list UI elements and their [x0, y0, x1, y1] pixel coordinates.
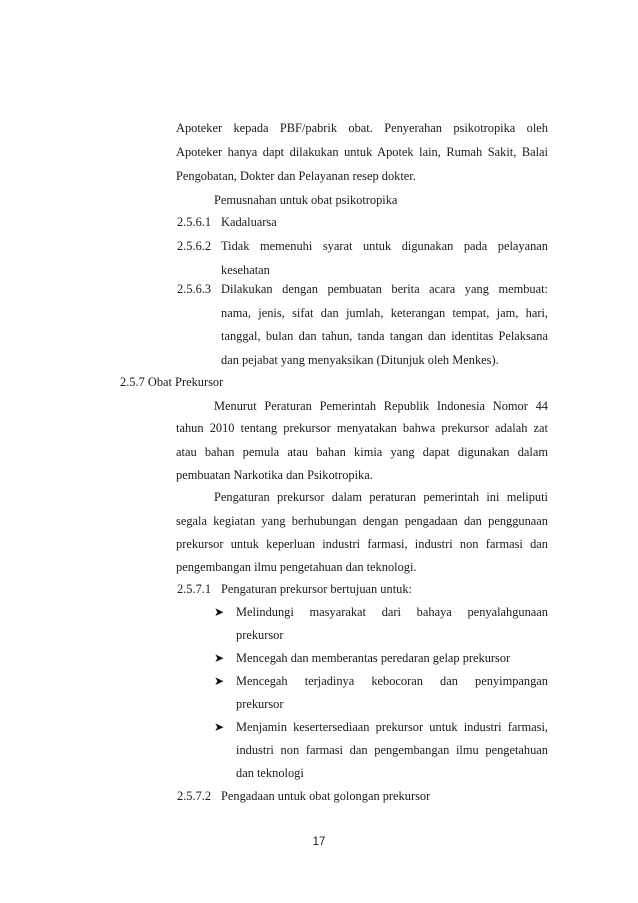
- section-heading: 2.5.7 Obat Prekursor: [120, 375, 224, 389]
- text-line: Pengaturan prekursor dalam peraturan pemerintah ini meliputi: [214, 490, 548, 504]
- text-line: Menurut Peraturan Pemerintah Republik Indonesia Nomor 44: [214, 399, 548, 413]
- subheading: Pemusnahan untuk obat psikotropika: [214, 193, 398, 207]
- item-text: nama, jenis, sifat dan jumlah, keterangan tempat, jam, hari,: [221, 306, 548, 320]
- item-text: Tidak memenuhi syarat untuk digunakan pada pelayanan: [221, 239, 548, 253]
- text-line: Pengobatan, Dokter dan Pelayanan resep dokter.: [176, 169, 416, 183]
- text-line: Apoteker kepada PBF/pabrik obat. Penyerahan psikotropika oleh: [176, 121, 548, 135]
- item-number: 2.5.6.3: [177, 282, 212, 296]
- arrow-bullet-icon: ➤: [214, 651, 225, 665]
- item-number: 2.5.7.1: [177, 582, 212, 596]
- item-text: Pengaturan prekursor bertujuan untuk:: [221, 582, 412, 596]
- page-number: 17: [312, 836, 326, 848]
- text-line: pengembangan ilmu pengetahuan dan teknologi.: [176, 560, 417, 574]
- text-line: segala kegiatan yang berhubungan dengan pengadaan dan penggunaan: [176, 514, 548, 528]
- bullet-text: industri non farmasi dan pengembangan ilmu pengetahuan: [236, 743, 548, 757]
- item-text: Pengadaan untuk obat golongan prekursor: [221, 789, 431, 803]
- bullet-text: Mencegah terjadinya kebocoran dan penyimpangan: [236, 674, 548, 688]
- arrow-bullet-icon: ➤: [214, 720, 225, 734]
- text-line: atau bahan pemula atau bahan kimia yang dapat digunakan dalam: [176, 445, 548, 459]
- arrow-bullet-icon: ➤: [214, 674, 225, 688]
- bullet-text: Menjamin kesertersediaan prekursor untuk industri farmasi,: [236, 720, 548, 734]
- bullet-text: prekursor: [236, 697, 284, 711]
- item-number: 2.5.6.1: [177, 215, 212, 229]
- bullet-text: Mencegah dan memberantas peredaran gelap prekursor: [236, 651, 511, 665]
- text-line: prekursor untuk keperluan industri farmasi, industri non farmasi dan: [176, 537, 548, 551]
- bullet-text: Melindungi masyarakat dari bahaya penyalahgunaan: [236, 605, 548, 619]
- item-text: kesehatan: [221, 263, 270, 277]
- item-text: Kadaluarsa: [221, 215, 277, 229]
- arrow-bullet-icon: ➤: [214, 605, 225, 619]
- text-line: pembuatan Narkotika dan Psikotropika.: [176, 468, 373, 482]
- item-number: 2.5.6.2: [177, 239, 212, 253]
- item-text: dan pejabat yang menyaksikan (Ditunjuk oleh Menkes).: [221, 353, 499, 367]
- bullet-text: prekursor: [236, 628, 284, 642]
- item-text: tanggal, bulan dan tahun, tanda tangan dan identitas Pelaksana: [221, 329, 548, 343]
- text-line: Apoteker hanya dapt dilakukan untuk Apotek lain, Rumah Sakit, Balai: [176, 145, 548, 159]
- text-line: tahun 2010 tentang prekursor menyatakan bahwa prekursor adalah zat: [176, 421, 548, 435]
- item-text: Dilakukan dengan pembuatan berita acara yang membuat:: [221, 282, 548, 296]
- bullet-text: dan teknologi: [236, 766, 304, 780]
- item-number: 2.5.7.2: [177, 789, 212, 803]
